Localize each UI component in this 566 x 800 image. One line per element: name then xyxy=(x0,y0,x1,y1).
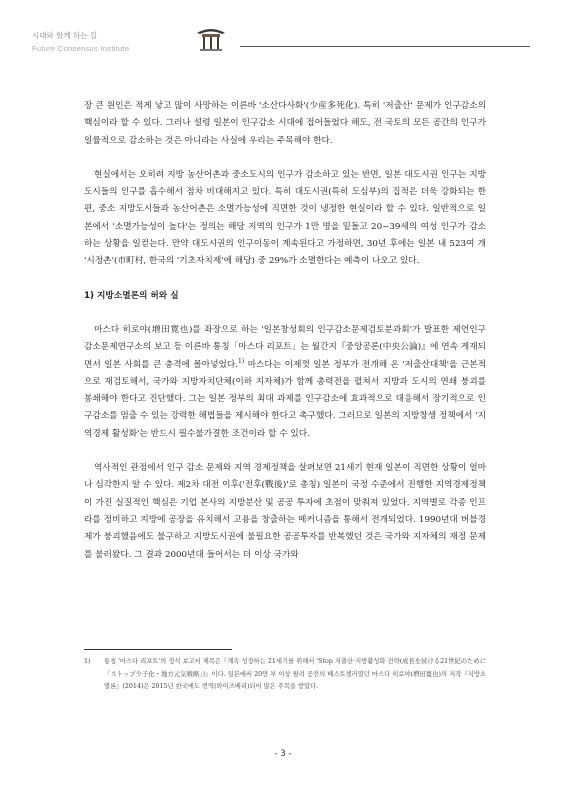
footnote-number: 1) xyxy=(84,658,91,665)
header-divider xyxy=(240,46,530,47)
page-number: - 3 - xyxy=(274,749,292,759)
paragraph-3-text-b: 마스다는 이제껏 일본 정부가 전개해 온 '저출산대책'을 근본적으로 재검토해서, 국가와 지방자치단체(이하 지자체)가 함께 총력전을 펼쳐서 지방과 도시의 연쇄 붕괴를 봉쇄해야 한다고 진단했다. 그는 일본 정부의 최대 과제를 인구감소에 효과적으로 대응해서 장기적으로 인구감소를 멈출 수 있는 강력한 해법들을 제시해야 한다고 촉구했다. 그러므로 일본의 지방창생 정책에서 '지역경제 활성화'는 반드시 필수불가결한 조건이라 할 수 있다. xyxy=(84,359,487,439)
footnote-text: 통칭 '마스다 리포트'의 정식 보고서 제목은『계속 성장하는 21세기를 위해서 'Stop 저출산·지방활성화 전략(成長を続ける21世紀のために「ストップ少子化・地方元気戦略」)』이다. 일본에서 20만 부 이상 팔려 공전의 베스트셀러였던 마스다 히로야(増田寛也)의 저작『지방소멸론』(2014)은 2015년 한국에도 번역(와이즈베리)되어 많은 주목을 받았다. xyxy=(104,658,486,690)
main-content xyxy=(84,98,486,564)
pavilion-logo-icon xyxy=(196,22,226,52)
body-paragraph-2: 현실에서는 오히려 지방 농산어촌과 중소도시의 인구가 감소하고 있는 반면, 일본 대도시권 인구는 지방 도시들의 인구를 흡수해서 점차 비대해지고 있다. 특히 대도시권(특히 도심부)의 집적은 더욱 강화되는 한편, 중소 지방도시들과 농산어촌은 소멸가능성에 직면한 것이 냉정한 현실이라 할 수 있다. 일반적으로 일본에서 '소멸가능성이 높다'는 정의는 해당 지역의 인구가 1만 명을 밑돌고 20~39세의 여성 인구가 감소하는 상황을 일컫는다. 만약 대도시권의 인구이동이 계속된다고 가정하면, 30년 후에는 일본 내 523여 개 '시정촌'(市町村, 한국의 '기초자치제'에 해당) 중 29%가 소멸한다는 예측이 나오고 있다. xyxy=(84,169,486,267)
paragraph-spacer xyxy=(84,150,486,167)
paragraph-spacer xyxy=(84,271,486,288)
page-header xyxy=(0,0,566,80)
body-paragraph-1: 장 큰 원인은 적게 낳고 많이 사망하는 이른바 '소산다사화'(少産多死化). 특히 '저출산' 문제가 인구감소의 핵심이라 할 수 있다. 그러나 설령 일본이 인구감소 시대에 접어들었다 해도, 전 국토의 모든 공간의 인구가 일률적으로 감소하는 것은 아니라는 사실에 우리는 주목해야 한다. xyxy=(84,101,486,146)
footnote-divider xyxy=(84,649,232,650)
body-paragraph-4: 역사적인 관점에서 인구 감소 문제와 지역 경제정책을 살펴보면 21세기 현재 일본이 직면한 상황이 얼마나 심각한지 알 수 있다. 제2차 대전 이후('전후(戰後)'로 총칭) 일본이 국정 수준에서 진행한 지역경제정책이 가진 실질적인 핵심은 기업 본사의 지방분산 및 공공 투자에 초점이 맞춰져 있었다. 지역별로 각종 인프라를 정비하고 지방에 공장을 유치해서 고용을 창출하는 메커니즘을 통해서 전개되었다. 1990년대 버블경제가 붕괴했음에도 불구하고 지방도시권에 불필요한 공공투자를 반복했던 것은 국가와 지자체의 재정 문제를 불러왔다. 그 결과 2000년대 들어서는 더 이상 국가와 xyxy=(84,463,486,560)
paragraph-3-text-a: 마스다 히로야(増田寛也)를 좌장으로 하는 '일본창성회의 인구감소문제검토분과회'가 발표한 제언인구감소문제연구소의 보고 등 이른바 통칭「마스다 리포트」는 월간지『중앙공론(中央公論)』에 연속 게재되면서 일본 사회를 큰 충격에 몰아넣었다. xyxy=(84,324,486,370)
body-paragraph-3 xyxy=(84,322,486,443)
header-subtitle: Future Consensus Institute xyxy=(32,44,130,53)
paragraph-spacer xyxy=(84,443,486,460)
paragraph-spacer xyxy=(84,305,486,322)
header-title: 시대와 함께 하는 길 xyxy=(32,31,98,40)
footnote xyxy=(84,656,486,694)
section-heading: 1) 지방소멸론의 허와 실 xyxy=(84,290,179,301)
footnote-reference[interactable]: 1) xyxy=(238,357,245,365)
